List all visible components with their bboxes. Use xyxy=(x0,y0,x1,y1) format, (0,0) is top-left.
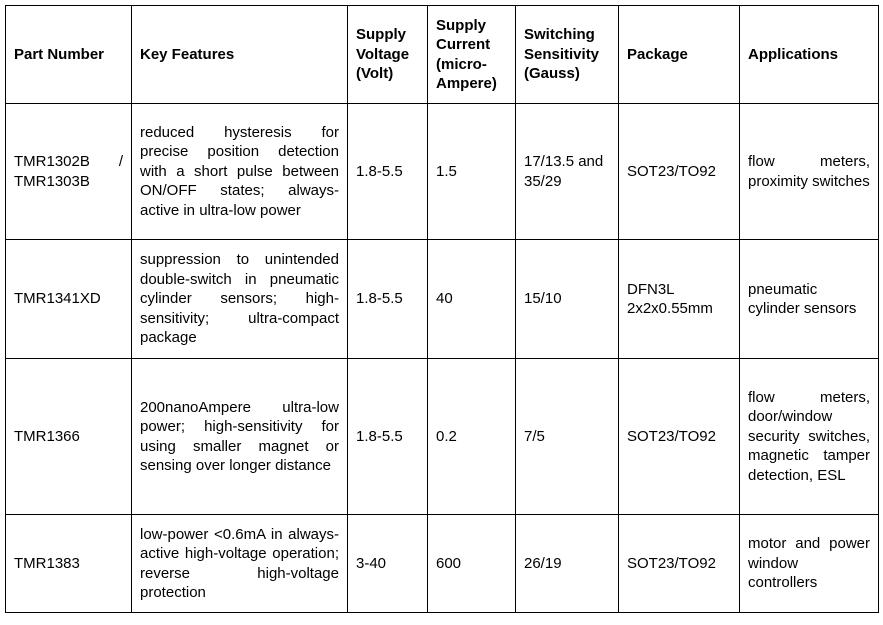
table-row xyxy=(6,359,879,515)
cell-supply-current: 600 xyxy=(428,515,516,613)
cell-part-number: TMR1341XD xyxy=(6,240,132,359)
cell-key-features: low-power <0.6mA in always-active high-voltage operation; reverse high-voltage protection xyxy=(132,515,348,613)
cell-supply-current: 0.2 xyxy=(428,359,516,515)
cell-switching-sensitivity: 26/19 xyxy=(516,515,619,613)
cell-part-number: TMR1302B / TMR1303B xyxy=(6,104,132,240)
cell-part-number: TMR1383 xyxy=(6,515,132,613)
cell-package: SOT23/TO92 xyxy=(619,104,740,240)
header-package: Package xyxy=(619,6,740,104)
header-key-features: Key Features xyxy=(132,6,348,104)
cell-supply-voltage: 1.8-5.5 xyxy=(348,104,428,240)
cell-supply-current: 1.5 xyxy=(428,104,516,240)
product-table xyxy=(5,5,879,613)
cell-supply-current: 40 xyxy=(428,240,516,359)
cell-supply-voltage: 3-40 xyxy=(348,515,428,613)
cell-key-features: suppression to unintended double-switch in pneumatic cylinder sensors; high-sensitivity; ultra-compact package xyxy=(132,240,348,359)
header-row xyxy=(6,6,879,104)
cell-key-features: 200nanoAmpere ultra-low power; high-sensitivity for using smaller magnet or sensing over longer distance xyxy=(132,359,348,515)
cell-switching-sensitivity: 7/5 xyxy=(516,359,619,515)
header-supply-current: Supply Current (micro-Ampere) xyxy=(428,6,516,104)
cell-key-features: reduced hysteresis for precise position detection with a short pulse between ON/OFF states; always-active in ultra-low power xyxy=(132,104,348,240)
header-applications: Applications xyxy=(740,6,879,104)
header-switching-sensitivity: Switching Sensitivity (Gauss) xyxy=(516,6,619,104)
cell-switching-sensitivity: 17/13.5 and 35/29 xyxy=(516,104,619,240)
cell-supply-voltage: 1.8-5.5 xyxy=(348,240,428,359)
cell-package: SOT23/TO92 xyxy=(619,515,740,613)
cell-part-number: TMR1366 xyxy=(6,359,132,515)
cell-switching-sensitivity: 15/10 xyxy=(516,240,619,359)
cell-supply-voltage: 1.8-5.5 xyxy=(348,359,428,515)
header-part-number: Part Number xyxy=(6,6,132,104)
header-supply-voltage: Supply Voltage (Volt) xyxy=(348,6,428,104)
cell-applications: flow meters, door/window security switches, magnetic tamper detection, ESL xyxy=(740,359,879,515)
cell-applications: pneumatic cylinder sensors xyxy=(740,240,879,359)
cell-package: SOT23/TO92 xyxy=(619,359,740,515)
table-row xyxy=(6,515,879,613)
cell-applications: motor and power window controllers xyxy=(740,515,879,613)
cell-package: DFN3L 2x2x0.55mm xyxy=(619,240,740,359)
cell-applications: flow meters, proximity switches xyxy=(740,104,879,240)
table-row xyxy=(6,104,879,240)
table-row xyxy=(6,240,879,359)
